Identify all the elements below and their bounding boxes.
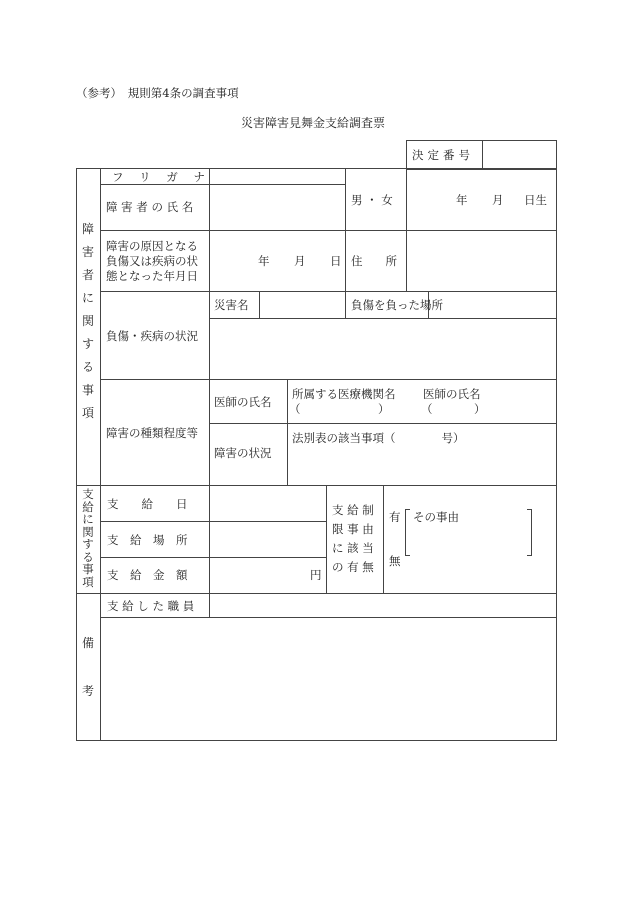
reason-bracket-right — [527, 509, 532, 556]
furigana-label: フ リ ガ ナ — [112, 170, 211, 184]
reason-field[interactable] — [411, 526, 525, 553]
institution-paren-close: ） — [378, 402, 390, 416]
address-label: 住 所 — [351, 254, 397, 268]
disaster-name-field[interactable] — [260, 292, 344, 318]
cause-month: 月 — [294, 254, 306, 268]
payment-place-label: 支 給 場 所 — [107, 533, 188, 547]
birth-day: 日生 — [524, 193, 547, 207]
institution-paren-open: （ — [289, 402, 301, 416]
decision-number-field[interactable] — [483, 141, 554, 167]
doctor-name-label-2: 医師の氏名 — [423, 387, 481, 401]
doctor-paren-open: （ — [421, 402, 433, 416]
decision-number-label: 決定番号 — [412, 148, 474, 162]
reason-label: その事由 — [413, 510, 459, 524]
remarks-field[interactable] — [101, 618, 555, 739]
cause-day: 日 — [330, 254, 342, 268]
limit-reason-label-1: 支 給 制 — [332, 503, 374, 517]
institution-label: 所属する医療機関名 — [292, 387, 396, 401]
cause-label-3: 態となった年月日 — [106, 269, 198, 283]
cause-year: 年 — [258, 254, 270, 268]
cause-label-2: 負傷又は疾病の状 — [106, 254, 198, 268]
reason-bracket-left — [405, 509, 410, 556]
staff-field[interactable] — [210, 594, 555, 617]
form-title: 災害障害見舞金支給調査票 — [241, 116, 386, 130]
law-table-label: 法別表の該当事項（ 号） — [292, 431, 465, 445]
staff-label: 支 給 し た 職 員 — [107, 599, 195, 613]
disability-degree-label: 障害の種類程度等 — [106, 426, 198, 440]
limit-no-option[interactable]: 無 — [389, 554, 401, 568]
limit-reason-label-3: に 該 当 — [332, 541, 374, 555]
payment-date-field[interactable] — [210, 486, 325, 521]
limit-reason-label-4: の 有 無 — [332, 560, 374, 574]
payment-date-label: 支 給 日 — [107, 497, 188, 511]
injury-place-label: 負傷を負った場所 — [351, 298, 443, 312]
cause-label-1: 障害の原因となる — [106, 239, 198, 253]
injury-status-field[interactable] — [210, 319, 555, 379]
payment-place-field[interactable] — [210, 522, 325, 557]
limit-reason-label-2: 限 事 由 — [332, 522, 374, 536]
limit-yes-option[interactable]: 有 — [389, 510, 401, 524]
injury-place-field[interactable] — [429, 292, 555, 318]
doctor-name-label: 医師の氏名 — [214, 395, 272, 409]
reference-note: （参考） 規則第4条の調査事項 — [76, 86, 239, 100]
name-field[interactable] — [210, 185, 344, 230]
disability-status-field[interactable] — [288, 446, 555, 484]
yen-unit: 円 — [310, 568, 322, 582]
disaster-name-label: 災害名 — [214, 298, 249, 312]
birth-month: 月 — [492, 193, 504, 207]
injury-status-label: 負傷・疾病の状況 — [106, 329, 198, 343]
name-label: 障 害 者 の 氏 名 — [106, 200, 194, 214]
section-payment-label: 支 給 に 関 す る 事 項 — [82, 487, 94, 589]
section-remarks-label: 備 考 — [81, 636, 94, 698]
address-field[interactable] — [407, 231, 555, 291]
payment-amount-field[interactable] — [210, 558, 310, 592]
doctor-paren-close: ） — [474, 402, 486, 416]
section-person-label: 障 害 者 に 関 す る 事 項 — [81, 222, 94, 420]
gender-label[interactable]: 男 ・ 女 — [351, 193, 393, 207]
disability-status-label: 障害の状況 — [214, 446, 272, 460]
furigana-field[interactable] — [210, 169, 344, 184]
payment-amount-label: 支 給 金 額 — [107, 568, 188, 582]
birth-year: 年 — [456, 193, 468, 207]
